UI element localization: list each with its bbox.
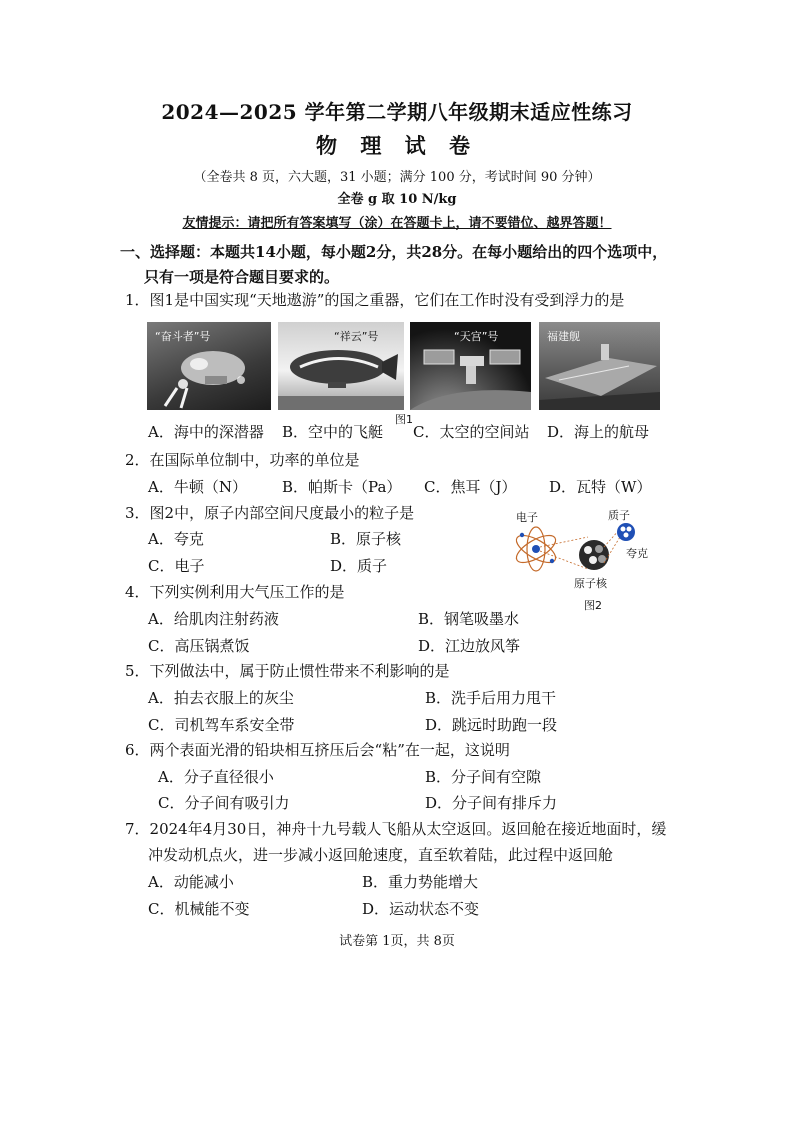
q1-option-b[interactable]: B．空中的飞艇 [282, 423, 384, 441]
q5-option-c[interactable]: C．司机驾车系安全带 [148, 716, 295, 734]
q1-image-caption: 福建舰 [547, 330, 580, 343]
q1-option-d[interactable]: D．海上的航母 [547, 423, 650, 441]
q3-option-b[interactable]: B．原子核 [330, 530, 402, 548]
question-2-stem: 2．在国际单位制中，功率的单位是 [125, 451, 360, 469]
q2-option-a[interactable]: A．牛顿（N） [148, 478, 247, 496]
submersible-illustration [147, 322, 271, 410]
q5-option-d[interactable]: D．跳远时助跑一段 [425, 716, 558, 734]
airship-illustration [278, 322, 404, 410]
question-7-stem-line-2: 冲发动机点火，进一步减小返回舱速度，直至软着陆，此过程中返回舱 [148, 846, 614, 864]
q1-image-airship [278, 322, 404, 410]
q7-option-d[interactable]: D．运动状态不变 [362, 900, 480, 918]
q7-option-c[interactable]: C．机械能不变 [148, 900, 250, 918]
gravity-constant-note: 全卷 g 取 10 N/kg [337, 192, 457, 207]
section-1-heading [120, 240, 667, 290]
figure-2-atom-diagram [508, 505, 668, 613]
q3-option-a[interactable]: A．夸克 [148, 530, 204, 548]
atom-label-proton: 质子 [608, 509, 630, 522]
q6-option-b[interactable]: B．分子间有空隙 [425, 768, 542, 786]
q6-option-a[interactable]: A．分子直径很小 [158, 768, 274, 786]
q7-option-a[interactable]: A．动能减小 [148, 873, 234, 891]
exam-subtitle: 物 理 试 卷 [316, 133, 478, 158]
q3-option-c[interactable]: C．电子 [148, 557, 205, 575]
q1-image-caption: “天宫”号 [454, 330, 499, 343]
q4-option-d[interactable]: D．江边放风筝 [418, 637, 521, 655]
question-6-stem: 6．两个表面光滑的铅块相互挤压后会“粘”在一起，这说明 [125, 741, 510, 759]
q5-option-b[interactable]: B．洗手后用力甩干 [425, 689, 557, 707]
q4-option-b[interactable]: B．钢笔吸墨水 [418, 610, 520, 628]
figure-1-label: 图1 [395, 413, 413, 426]
q1-image-deep-sea-submersible [147, 322, 271, 410]
q4-option-c[interactable]: C．高压锅煮饭 [148, 637, 250, 655]
q3-option-d[interactable]: D．质子 [330, 557, 388, 575]
q1-image-space-station [410, 322, 531, 410]
friendly-tip: 友情提示：请把所有答案填写（涂）在答题卡上，请不要错位、越界答题！ [182, 216, 612, 231]
question-1-stem: 1．图1是中国实现“天地遨游”的国之重器，它们在工作时没有受到浮力的是 [125, 291, 625, 309]
q6-option-d[interactable]: D．分子间有排斥力 [425, 794, 558, 812]
q4-option-a[interactable]: A．给肌肉注射药液 [148, 610, 279, 628]
q7-option-b[interactable]: B．重力势能增大 [362, 873, 479, 891]
atom-label-nucleus: 原子核 [574, 577, 607, 590]
q1-image-caption: “祥云”号 [334, 330, 379, 343]
figure-2-label: 图2 [584, 599, 602, 612]
q1-option-a[interactable]: A．海中的深潜器 [148, 423, 264, 441]
q1-image-aircraft-carrier [539, 322, 660, 410]
exam-title: 2024—2025 学年第二学期八年级期末适应性练习 [161, 100, 633, 124]
section-1-line-2: 只有一项是符合题目要求的。 [144, 268, 340, 286]
section-1-line-1: 一、选择题：本题共14小题，每小题2分，共28分。在每小题给出的四个选项中， [120, 243, 668, 261]
q2-option-c[interactable]: C．焦耳（J） [424, 478, 517, 496]
q1-option-c[interactable]: C．太空的空间站 [413, 423, 530, 441]
q6-option-c[interactable]: C．分子间有吸引力 [158, 794, 290, 812]
page-footer: 试卷第 1页，共 8页 [339, 934, 455, 949]
q2-option-b[interactable]: B．帕斯卡（Pa） [282, 478, 402, 496]
question-5-stem: 5．下列做法中，属于防止惯性带来不利影响的是 [125, 662, 450, 680]
question-7-stem-line-1: 7．2024年4月30日，神舟十九号载人飞船从太空返回。返回舱在接近地面时，缓 [125, 820, 667, 838]
carrier-illustration [539, 322, 660, 410]
question-4-stem: 4．下列实例利用大气压工作的是 [125, 583, 345, 601]
atom-label-quark: 夸克 [626, 547, 648, 560]
atom-label-electron: 电子 [516, 511, 538, 524]
q1-image-caption: “奋斗者”号 [155, 330, 211, 343]
question-3-stem: 3．图2中，原子内部空间尺度最小的粒子是 [125, 504, 415, 522]
q2-option-d[interactable]: D．瓦特（W） [549, 478, 652, 496]
exam-info: （全卷共 8 页，六大题，31 小题；满分 100 分，考试时间 90 分钟） [193, 170, 601, 185]
space-station-illustration [410, 322, 531, 410]
q5-option-a[interactable]: A．拍去衣服上的灰尘 [148, 689, 294, 707]
